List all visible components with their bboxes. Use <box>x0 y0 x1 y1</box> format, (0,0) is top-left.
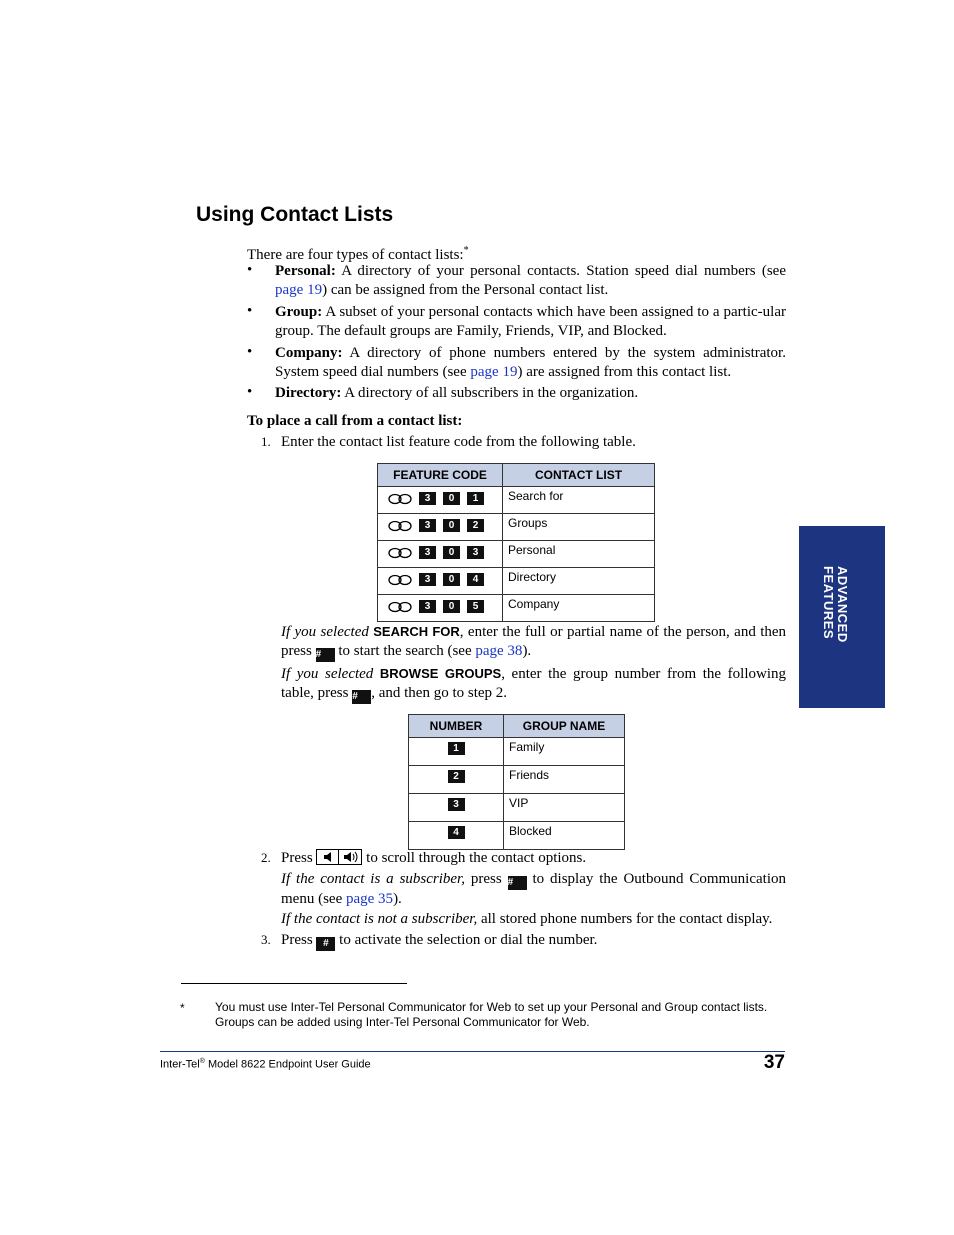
link-page-19[interactable]: page 19 <box>470 364 518 380</box>
dial-key: 4 <box>448 826 465 839</box>
intro-text: There are four types of contact lists:* <box>247 245 469 263</box>
bullet-symbol: • <box>247 344 253 360</box>
procedure-heading: To place a call from a contact list: <box>247 413 463 429</box>
dial-key: 3 <box>419 519 436 532</box>
bullet-item: Company: A directory of phone numbers entered by the system administrator. System speed dial numbers (see page 19) are assigned from this contact list. <box>275 345 786 380</box>
contact-list-cell: Directory <box>503 568 655 595</box>
dial-key: 3 <box>419 492 436 505</box>
volume-keys-icon <box>316 849 362 865</box>
bullet-term: Group: <box>275 304 323 320</box>
contact-list-cell: Personal <box>503 541 655 568</box>
header-group-name: GROUP NAME <box>504 715 625 738</box>
pound-key: # <box>316 937 335 951</box>
group-name-cell: Family <box>504 738 625 766</box>
table-row <box>378 595 655 622</box>
subscriber-paragraph: If the contact is a subscriber, press # to display the Outbound Communication menu (see page 35). <box>281 871 786 907</box>
group-name-cell: VIP <box>504 794 625 822</box>
contact-list-cell: Company <box>503 595 655 622</box>
link-page-35[interactable]: page 35 <box>345 891 394 907</box>
dial-key: 1 <box>448 742 465 755</box>
header-feature-code: FEATURE CODE <box>378 464 503 487</box>
table-row <box>409 822 625 850</box>
search-for-paragraph: If you selected SEARCH FOR, enter the full or partial name of the person, and then press # to start the search (see page 38). <box>281 624 787 660</box>
feature-code-cell <box>378 568 503 595</box>
table-row <box>409 766 625 794</box>
section-side-tab[interactable] <box>799 526 885 708</box>
dial-key: 3 <box>419 600 436 613</box>
page-number: 37 <box>763 1052 785 1073</box>
non-subscriber-paragraph: If the contact is not a subscriber, all stored phone numbers for the contact display. <box>281 911 773 927</box>
dial-key: 0 <box>443 573 460 586</box>
feature-loop-icon <box>388 493 412 505</box>
table-row <box>409 794 625 822</box>
feature-code-cell <box>378 487 503 514</box>
group-name-cell: Friends <box>504 766 625 794</box>
link-page-19[interactable]: page 19 <box>275 282 323 298</box>
dial-key: 2 <box>467 519 484 532</box>
dial-key: 0 <box>443 492 460 505</box>
bullet-term: Company: <box>275 345 343 361</box>
table-row <box>409 738 625 766</box>
dial-key: 0 <box>443 546 460 559</box>
dial-key: 5 <box>467 600 484 613</box>
step-1-number: 1. <box>261 434 271 449</box>
page-title: Using Contact Lists <box>196 203 394 226</box>
bullet-symbol: • <box>247 262 253 278</box>
pound-key: # <box>508 876 527 890</box>
dial-key: 1 <box>467 492 484 505</box>
group-number-cell <box>409 794 504 822</box>
footnote-text: You must use Inter-Tel Personal Communicator for Web to set up your Personal and Group contact lists. Groups can be added using Inter-Tel Personal Communicator for Web. <box>215 1000 768 1029</box>
step-2-number: 2. <box>261 850 271 865</box>
footer-title: Inter-Tel® Model 8622 Endpoint User Guide <box>160 1058 371 1071</box>
feature-code-cell <box>378 514 503 541</box>
feature-code-cell <box>378 595 503 622</box>
bullet-symbol: • <box>247 384 253 400</box>
table-row <box>378 487 655 514</box>
feature-code-cell <box>378 541 503 568</box>
feature-loop-icon <box>388 574 412 586</box>
step-3-text: Press # to activate the selection or dial the number. <box>281 932 598 949</box>
footnote-mark: * <box>180 1001 185 1015</box>
dial-key: 3 <box>419 573 436 586</box>
step-2-text: Press to scroll through the contact options. <box>281 850 587 866</box>
dial-key: 3 <box>448 798 465 811</box>
group-number-cell <box>409 738 504 766</box>
dial-key: 3 <box>467 546 484 559</box>
header-contact-list: CONTACT LIST <box>503 464 655 487</box>
group-number-cell <box>409 822 504 850</box>
table-row <box>378 514 655 541</box>
footnote-rule <box>181 983 407 984</box>
header-number: NUMBER <box>409 715 504 738</box>
bullet-item: Directory: A directory of all subscribers in the organization. <box>275 385 639 401</box>
table-row <box>378 568 655 595</box>
dial-key: 3 <box>419 546 436 559</box>
group-number-cell <box>409 766 504 794</box>
dial-key: 0 <box>443 519 460 532</box>
dial-key: 4 <box>467 573 484 586</box>
pound-key: # <box>316 648 335 662</box>
feature-loop-icon <box>388 520 412 532</box>
feature-loop-icon <box>388 601 412 613</box>
contact-list-cell: Search for <box>503 487 655 514</box>
pound-key: # <box>352 690 371 704</box>
speaker-icon <box>317 850 361 864</box>
contact-list-cell: Groups <box>503 514 655 541</box>
bullet-term: Directory: <box>275 385 342 401</box>
step-1-text: Enter the contact list feature code from the following table. <box>281 434 636 450</box>
feature-loop-icon <box>388 547 412 559</box>
side-tab-label: ADVANCED FEATURES <box>821 566 850 643</box>
bullet-item: Personal: A directory of your personal contacts. Station speed dial numbers (see page 19) can be assigned from the Personal contact list. <box>275 263 786 298</box>
link-page-38[interactable]: page 38 <box>475 643 523 659</box>
feature-code-table <box>377 463 655 622</box>
bullet-term: Personal: <box>275 263 336 279</box>
dial-key: 2 <box>448 770 465 783</box>
group-name-cell: Blocked <box>504 822 625 850</box>
footer-rule <box>160 1051 785 1052</box>
browse-groups-paragraph: If you selected BROWSE GROUPS, enter the group number from the following table, press # , and then go to step 2. <box>281 666 787 702</box>
footnote-ref[interactable]: * <box>463 245 469 256</box>
bullet-item: Group: A subset of your personal contacts which have been assigned to a partic-ular group. The default groups are Family, Friends, VIP, and Blocked. <box>275 304 786 339</box>
step-3-number: 3. <box>261 932 271 947</box>
group-number-table <box>408 714 625 850</box>
dial-key: 0 <box>443 600 460 613</box>
table-row <box>378 541 655 568</box>
bullet-symbol: • <box>247 303 253 319</box>
